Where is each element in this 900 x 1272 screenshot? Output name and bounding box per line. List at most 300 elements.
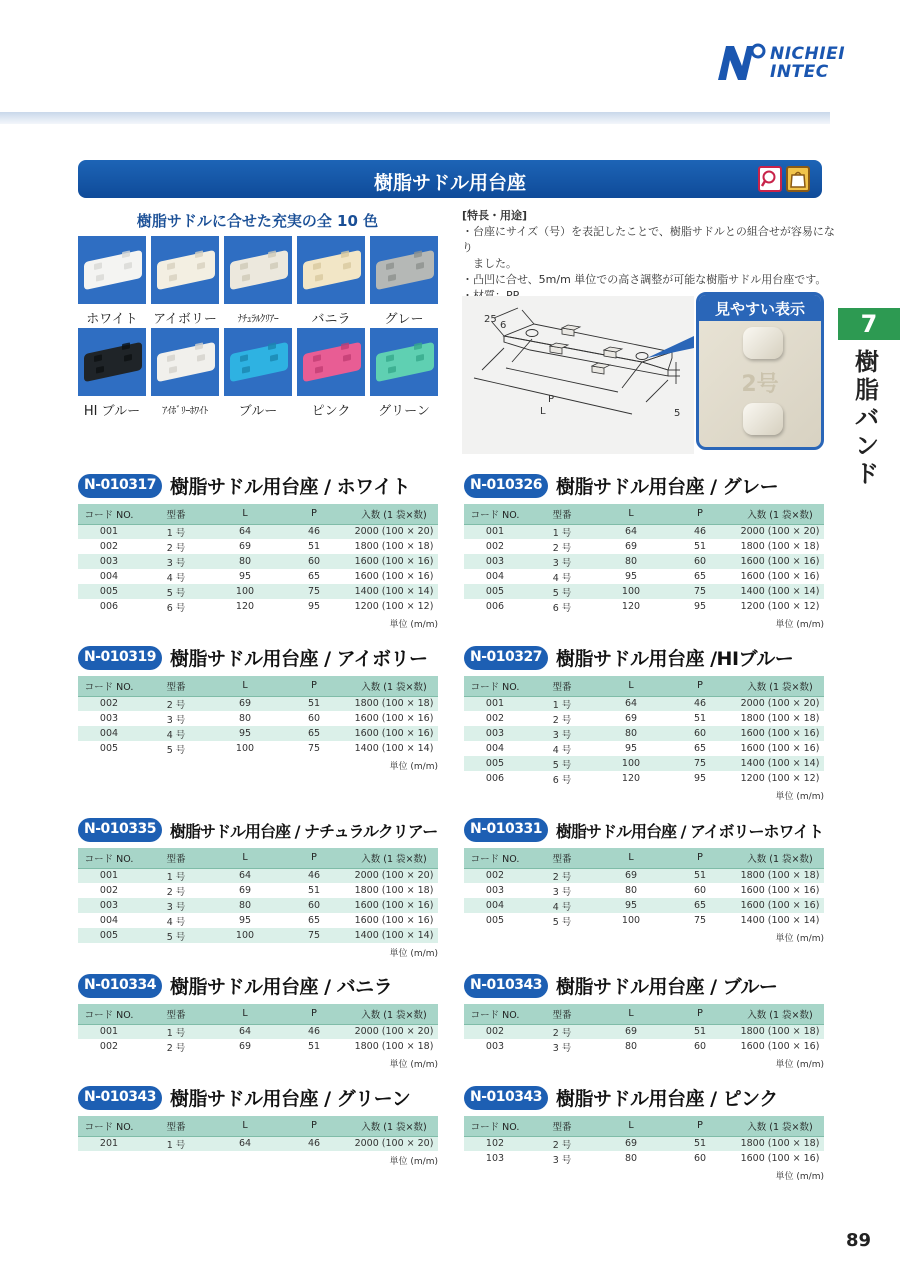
table-row	[464, 584, 824, 599]
bag-icon	[786, 166, 810, 192]
table-cell: 80	[598, 726, 664, 741]
table-cell: 2 号	[526, 1136, 598, 1151]
dim-l: L	[540, 406, 546, 417]
table-cell: 3 号	[526, 1151, 598, 1166]
table-cell: 95	[212, 569, 278, 584]
table-cell: 1800 (100 × 18)	[736, 868, 824, 883]
table-cell: 4 号	[526, 569, 598, 584]
table-row	[78, 696, 438, 711]
product-section	[78, 818, 438, 959]
table-cell: 69	[212, 539, 278, 554]
unit-label: 単位 (m/m)	[389, 1060, 438, 1070]
swatch-background	[224, 328, 292, 396]
section-header	[78, 1086, 438, 1112]
table-cell: 120	[212, 599, 278, 614]
swatch-bump	[386, 354, 394, 362]
table-row	[464, 1024, 824, 1039]
table-header-row	[78, 1116, 438, 1136]
chapter-title-char: 脂	[855, 376, 879, 404]
swatch-bump	[315, 366, 323, 374]
swatch-bump	[169, 274, 177, 282]
table-row	[464, 913, 824, 928]
table-header-cell: コード NO.	[78, 504, 140, 524]
section-header	[464, 1086, 824, 1112]
spec-table	[78, 504, 438, 614]
table-cell: 100	[598, 913, 664, 928]
dim-5: 5	[674, 408, 681, 419]
swatch-label: グリーン	[378, 404, 430, 419]
table-cell: 2000 (100 × 20)	[350, 524, 438, 539]
table-header-cell: 入数 (1 袋×数)	[350, 1004, 438, 1024]
table-header-cell: P	[664, 504, 736, 524]
table-header-cell: L	[598, 504, 664, 524]
table-row	[78, 569, 438, 584]
product-section	[464, 1086, 824, 1182]
swatch-background	[78, 328, 146, 396]
table-cell: 1600 (100 × 16)	[736, 898, 824, 913]
table-cell: 51	[278, 539, 350, 554]
swatch-bump	[270, 354, 278, 362]
swatch-background	[297, 328, 365, 396]
swatch-bump	[270, 262, 278, 270]
table-cell: 51	[278, 696, 350, 711]
color-swatch	[151, 328, 219, 417]
table-header-cell: L	[598, 1004, 664, 1024]
table-cell: 75	[664, 913, 736, 928]
table-cell: 2000 (100 × 20)	[350, 1024, 438, 1039]
spec-table	[464, 848, 824, 928]
table-cell: 80	[212, 898, 278, 913]
table-header-cell: P	[278, 1004, 350, 1024]
table-cell: 95	[278, 599, 350, 614]
swatch-bump	[195, 250, 203, 258]
table-cell: 1 号	[140, 1024, 212, 1039]
table-cell: 3 号	[526, 883, 598, 898]
table-cell: 1800 (100 × 18)	[736, 1136, 824, 1151]
table-header-cell: P	[664, 1116, 736, 1136]
table-cell: 60	[278, 898, 350, 913]
table-cell: 5 号	[140, 741, 212, 756]
spec-table	[78, 676, 438, 756]
table-header-row	[464, 1116, 824, 1136]
table-row	[464, 741, 824, 756]
table-cell: 1600 (100 × 16)	[736, 726, 824, 741]
product-section	[78, 474, 438, 630]
chapter-title-char: バ	[855, 404, 879, 432]
table-cell: 6 号	[526, 599, 598, 614]
table-cell: 1 号	[140, 868, 212, 883]
table-header-cell: P	[664, 1004, 736, 1024]
table-cell: 1400 (100 × 14)	[350, 584, 438, 599]
table-row	[464, 898, 824, 913]
swatch-bump	[268, 342, 276, 350]
table-cell: 005	[78, 928, 140, 943]
table-header-cell: P	[278, 1116, 350, 1136]
photo-bump	[743, 403, 783, 435]
brand-line2: INTEC	[770, 62, 829, 82]
table-cell: 60	[664, 1039, 736, 1054]
table-cell: 5 号	[140, 928, 212, 943]
table-cell: 5 号	[526, 584, 598, 599]
table-header-cell: 型番	[526, 504, 598, 524]
table-row	[464, 1136, 824, 1151]
table-cell: 75	[278, 584, 350, 599]
swatch-label: ﾅﾁｭﾗﾙｸﾘｱｰ	[237, 314, 279, 325]
table-header-cell: 型番	[140, 1116, 212, 1136]
table-header-cell: L	[598, 1116, 664, 1136]
table-header-cell: 型番	[526, 848, 598, 868]
table-cell: 46	[278, 524, 350, 539]
section-title: 樹脂サドル用台座 / アイボリー	[170, 648, 428, 670]
table-header-cell: コード NO.	[464, 848, 526, 868]
table-cell: 80	[598, 1151, 664, 1166]
table-cell: 005	[464, 913, 526, 928]
swatch-bump	[341, 250, 349, 258]
swatch-bump	[315, 274, 323, 282]
table-cell: 100	[212, 741, 278, 756]
table-header-cell: 型番	[140, 504, 212, 524]
unit-label: 単位 (m/m)	[775, 792, 824, 802]
table-cell: 51	[664, 868, 736, 883]
magnifier-icon	[758, 166, 782, 192]
swatch-bump	[169, 366, 177, 374]
section-title: 樹脂サドル用台座 / ホワイト	[170, 476, 411, 498]
swatch-label: ｱｲﾎﾞﾘｰﾎﾜｲﾄ	[162, 406, 208, 417]
unit-label: 単位 (m/m)	[775, 934, 824, 944]
table-row	[464, 599, 824, 614]
swatch-bump	[94, 262, 102, 270]
table-header-cell: L	[212, 676, 278, 696]
chapter-tab	[838, 308, 900, 340]
table-cell: 46	[278, 868, 350, 883]
product-code-badge: N-010319	[78, 646, 162, 670]
color-swatch	[78, 236, 146, 327]
swatch-background	[151, 328, 219, 396]
table-row	[464, 1151, 824, 1166]
swatch-label: グレー	[384, 312, 424, 327]
table-row	[78, 883, 438, 898]
product-section	[464, 646, 824, 802]
table-cell: 60	[664, 883, 736, 898]
table-header-cell: 入数 (1 袋×数)	[350, 1116, 438, 1136]
table-header-cell: コード NO.	[464, 1116, 526, 1136]
table-row	[78, 711, 438, 726]
swatch-bump	[197, 354, 205, 362]
swatch-bump	[240, 354, 248, 362]
unit-label: 単位 (m/m)	[775, 1172, 824, 1182]
table-row	[464, 569, 824, 584]
product-section	[78, 646, 438, 772]
swatch-plate	[376, 250, 434, 290]
swatch-bump	[268, 250, 276, 258]
table-cell: 1800 (100 × 18)	[350, 883, 438, 898]
table-cell: 65	[664, 569, 736, 584]
table-cell: 95	[598, 898, 664, 913]
table-cell: 1600 (100 × 16)	[736, 741, 824, 756]
table-row	[78, 928, 438, 943]
swatch-plate	[230, 342, 288, 382]
color-swatch	[297, 328, 365, 419]
header-rule	[0, 112, 830, 124]
features-text	[462, 208, 842, 304]
table-cell: 2 号	[140, 1039, 212, 1054]
swatch-bump	[197, 262, 205, 270]
colors-caption: 樹脂サドルに合せた充実の全 10 色	[136, 212, 379, 230]
table-cell: 65	[664, 898, 736, 913]
table-cell: 004	[464, 569, 526, 584]
table-cell: 64	[212, 1136, 278, 1151]
product-section	[464, 818, 824, 944]
section-header	[464, 818, 824, 844]
color-swatch	[224, 236, 292, 325]
table-cell: 64	[212, 868, 278, 883]
table-header-cell: 型番	[526, 676, 598, 696]
chapter-title-char: ド	[855, 460, 879, 488]
table-cell: 69	[598, 539, 664, 554]
table-header-row	[464, 504, 824, 524]
product-code-badge: N-010343	[464, 974, 548, 998]
swatch-bump	[388, 366, 396, 374]
swatch-bump	[122, 342, 130, 350]
spec-table	[464, 504, 824, 614]
swatch-bump	[386, 262, 394, 270]
product-section	[464, 974, 824, 1070]
table-header-row	[78, 1004, 438, 1024]
swatch-label: ピンク	[311, 404, 351, 419]
table-header-cell: 入数 (1 袋×数)	[736, 676, 824, 696]
section-header	[78, 974, 438, 1000]
table-cell: 1800 (100 × 18)	[736, 711, 824, 726]
table-cell: 64	[212, 524, 278, 539]
product-code-badge: N-010317	[78, 474, 162, 498]
table-cell: 1600 (100 × 16)	[350, 913, 438, 928]
table-cell: 201	[78, 1136, 140, 1151]
swatch-bump	[167, 262, 175, 270]
table-cell: 002	[464, 868, 526, 883]
table-row	[464, 771, 824, 786]
table-row	[78, 524, 438, 539]
table-cell: 1600 (100 × 16)	[350, 726, 438, 741]
table-cell: 2 号	[140, 883, 212, 898]
table-header-cell: P	[664, 848, 736, 868]
table-header-row	[464, 1004, 824, 1024]
product-code-badge: N-010335	[78, 818, 162, 842]
table-cell: 1800 (100 × 18)	[350, 696, 438, 711]
color-swatch	[224, 328, 292, 419]
table-header-cell: コード NO.	[78, 1116, 140, 1136]
table-cell: 001	[464, 696, 526, 711]
table-cell: 65	[664, 741, 736, 756]
chapter-title	[852, 348, 882, 488]
table-cell: 004	[464, 741, 526, 756]
table-cell: 003	[464, 883, 526, 898]
table-cell: 51	[664, 1024, 736, 1039]
table-cell: 75	[278, 928, 350, 943]
table-header-cell: L	[212, 1116, 278, 1136]
swatch-label: ホワイト	[86, 312, 138, 327]
product-code-badge: N-010326	[464, 474, 548, 498]
table-cell: 100	[212, 928, 278, 943]
table-row	[78, 1039, 438, 1054]
table-header-cell: 入数 (1 袋×数)	[736, 848, 824, 868]
unit-label: 単位 (m/m)	[775, 1060, 824, 1070]
product-code-badge: N-010331	[464, 818, 548, 842]
table-row	[78, 726, 438, 741]
table-header-cell: コード NO.	[78, 676, 140, 696]
swatch-background	[224, 236, 292, 304]
table-header-cell: 入数 (1 袋×数)	[736, 504, 824, 524]
dim-p: P	[548, 394, 555, 405]
table-cell: 4 号	[526, 741, 598, 756]
table-cell: 004	[78, 913, 140, 928]
table-header-cell: L	[212, 848, 278, 868]
table-cell: 46	[664, 696, 736, 711]
table-header-cell: 入数 (1 袋×数)	[350, 504, 438, 524]
table-cell: 64	[212, 1024, 278, 1039]
section-header	[464, 474, 824, 500]
section-title: 樹脂サドル用台座 / グリーン	[170, 1088, 411, 1110]
table-cell: 4 号	[140, 913, 212, 928]
spec-table	[78, 1004, 438, 1054]
table-cell: 6 号	[526, 771, 598, 786]
swatch-background	[151, 236, 219, 304]
n-logo-icon	[716, 42, 766, 82]
table-cell: 60	[278, 711, 350, 726]
table-cell: 001	[78, 524, 140, 539]
table-cell: 6 号	[140, 599, 212, 614]
table-cell: 1200 (100 × 12)	[736, 771, 824, 786]
table-cell: 69	[598, 711, 664, 726]
dimension-diagram	[462, 296, 694, 454]
table-cell: 1 号	[140, 1136, 212, 1151]
table-cell: 95	[212, 913, 278, 928]
table-row	[464, 1039, 824, 1054]
callout-label: 見やすい表示	[699, 295, 821, 321]
swatch-plate	[376, 342, 434, 382]
table-row	[78, 741, 438, 756]
table-cell: 1 号	[526, 696, 598, 711]
spec-table	[78, 1116, 438, 1151]
table-cell: 1400 (100 × 14)	[736, 584, 824, 599]
table-cell: 1600 (100 × 16)	[350, 898, 438, 913]
table-cell: 002	[78, 696, 140, 711]
table-header-cell: コード NO.	[78, 1004, 140, 1024]
table-cell: 001	[78, 868, 140, 883]
table-cell: 4 号	[526, 898, 598, 913]
table-header-row	[464, 676, 824, 696]
section-title: 樹脂サドル用台座 / ブルー	[556, 976, 778, 998]
table-row	[464, 868, 824, 883]
table-cell: 80	[598, 554, 664, 569]
table-cell: 2 号	[140, 696, 212, 711]
table-cell: 1600 (100 × 16)	[736, 883, 824, 898]
swatch-bump	[414, 250, 422, 258]
table-header-row	[78, 504, 438, 524]
table-cell: 95	[664, 599, 736, 614]
dim-25: 25	[484, 314, 497, 325]
table-cell: 95	[598, 569, 664, 584]
page-title: 樹脂サドル用台座	[373, 172, 526, 194]
table-cell: 120	[598, 771, 664, 786]
table-cell: 51	[278, 883, 350, 898]
table-cell: 003	[78, 554, 140, 569]
table-cell: 1600 (100 × 16)	[350, 569, 438, 584]
table-cell: 100	[212, 584, 278, 599]
unit-label: 単位 (m/m)	[775, 620, 824, 630]
chapter-number: 7	[860, 310, 878, 338]
swatch-bump	[242, 366, 250, 374]
table-cell: 3 号	[140, 898, 212, 913]
table-cell: 004	[78, 726, 140, 741]
swatch-plate	[157, 342, 215, 382]
feature-line: ました。	[462, 257, 517, 270]
table-cell: 120	[598, 599, 664, 614]
table-cell: 95	[664, 771, 736, 786]
product-code-badge: N-010334	[78, 974, 162, 998]
table-cell: 69	[598, 1136, 664, 1151]
swatch-bump	[240, 262, 248, 270]
table-header-cell: 入数 (1 袋×数)	[736, 1004, 824, 1024]
dim-6: 6	[500, 320, 507, 331]
table-cell: 003	[78, 711, 140, 726]
table-cell: 2 号	[526, 1024, 598, 1039]
table-cell: 46	[664, 524, 736, 539]
table-cell: 60	[664, 554, 736, 569]
table-header-cell: L	[212, 504, 278, 524]
table-cell: 2000 (100 × 20)	[736, 524, 824, 539]
table-header-cell: P	[278, 504, 350, 524]
table-cell: 003	[464, 554, 526, 569]
unit-label: 単位 (m/m)	[389, 762, 438, 772]
swatch-plate	[303, 250, 361, 290]
product-code-badge: N-010327	[464, 646, 548, 670]
table-cell: 2000 (100 × 20)	[736, 696, 824, 711]
table-cell: 51	[664, 711, 736, 726]
section-title: 樹脂サドル用台座 / ピンク	[556, 1088, 778, 1110]
table-cell: 001	[464, 524, 526, 539]
table-header-row	[464, 848, 824, 868]
table-cell: 5 号	[526, 756, 598, 771]
table-row	[464, 524, 824, 539]
section-title: 樹脂サドル用台座 / アイボリーホワイト	[556, 822, 824, 841]
table-cell: 005	[78, 741, 140, 756]
table-cell: 75	[664, 756, 736, 771]
table-cell: 1600 (100 × 16)	[736, 554, 824, 569]
table-cell: 60	[278, 554, 350, 569]
table-header-cell: 入数 (1 袋×数)	[350, 848, 438, 868]
photo-size-text: 2号	[741, 372, 779, 397]
table-cell: 69	[212, 1039, 278, 1054]
page-title-bar	[78, 160, 822, 198]
table-cell: 5 号	[526, 913, 598, 928]
section-header	[78, 474, 438, 500]
table-cell: 002	[464, 1024, 526, 1039]
table-cell: 51	[664, 539, 736, 554]
page-number: 89	[846, 1230, 872, 1251]
table-cell: 1 号	[140, 524, 212, 539]
swatch-bump	[94, 354, 102, 362]
table-header-cell: コード NO.	[464, 1004, 526, 1024]
section-title: 樹脂サドル用台座 /HIブルー	[556, 648, 794, 670]
table-row	[464, 539, 824, 554]
table-cell: 1400 (100 × 14)	[350, 741, 438, 756]
table-cell: 51	[278, 1039, 350, 1054]
table-cell: 95	[212, 726, 278, 741]
table-cell: 006	[78, 599, 140, 614]
table-cell: 65	[278, 913, 350, 928]
swatch-bump	[388, 274, 396, 282]
table-cell: 69	[212, 696, 278, 711]
